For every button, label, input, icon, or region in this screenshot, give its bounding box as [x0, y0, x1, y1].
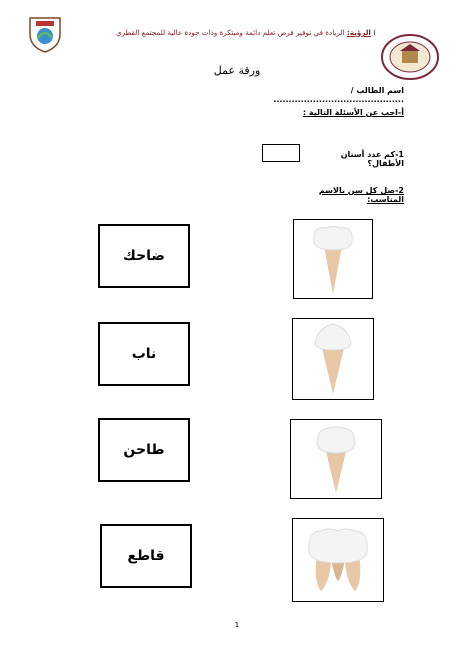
name-box-canine[interactable]: ناب	[98, 322, 190, 386]
vision-text: الريادة في توفير فرص تعلم دائمة ومبتكرة وذات جودة عالية للمجتمع القطري	[116, 28, 345, 37]
name-box-incisor[interactable]: قاطع	[100, 524, 192, 588]
vision-statement	[72, 28, 376, 37]
canine-tooth-image[interactable]	[292, 318, 374, 400]
answer-box[interactable]	[262, 144, 300, 162]
premolar-tooth-icon	[308, 222, 358, 296]
molar-tooth-icon	[303, 523, 373, 597]
student-name-label: اسم الطالب / ...........................................	[273, 86, 404, 104]
instruction-heading: أ-اجب عن الأسئلة التالية :	[302, 108, 404, 117]
name-box-premolar[interactable]: ضاحك	[98, 224, 190, 288]
canine-tooth-icon	[305, 322, 361, 396]
ministry-logo	[26, 14, 64, 54]
question-2: 2-صل كل سن بالاسم المناسب:	[318, 186, 404, 204]
molar-tooth-image[interactable]	[292, 518, 384, 602]
worksheet-title: ورقة عمل	[213, 64, 261, 77]
page-number: 1	[234, 621, 240, 629]
vision-label: الرؤية:	[346, 28, 371, 37]
question-1: 1-كم عدد أسنان الأطفال؟	[340, 150, 404, 168]
incisor-tooth-image[interactable]	[290, 419, 382, 499]
vision-paren: )	[373, 28, 376, 37]
premolar-tooth-image[interactable]	[293, 219, 373, 299]
name-box-molar-grinder[interactable]: طاحن	[98, 418, 190, 482]
incisor-tooth-icon	[311, 423, 361, 495]
